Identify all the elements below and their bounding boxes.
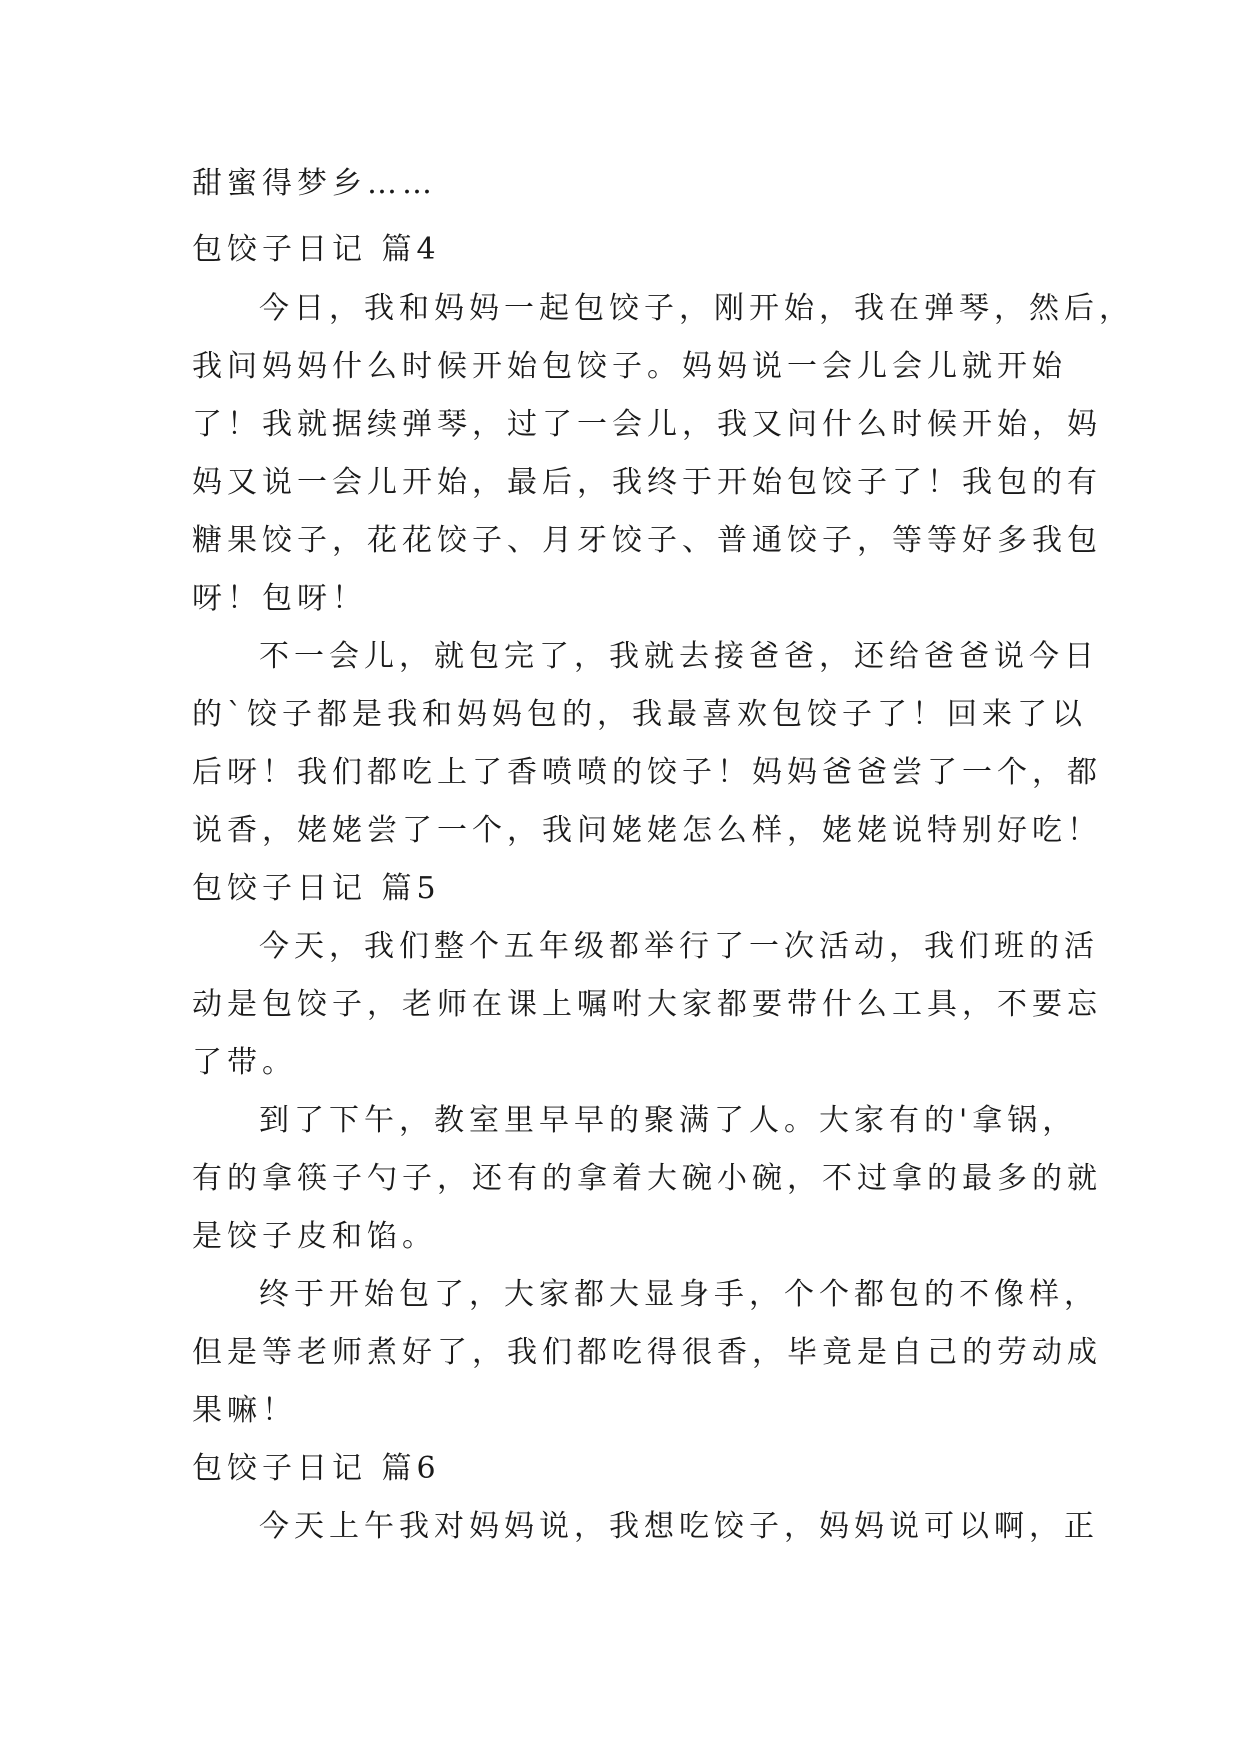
- paragraph-line: 我问妈妈什么时候开始包饺子。妈妈说一会儿会儿就开始: [192, 349, 1067, 384]
- paragraph-line: 但是等老师煮好了，我们都吃得很香，毕竟是自己的劳动成: [192, 1335, 1102, 1370]
- paragraph-line: 妈又说一会儿开始，最后，我终于开始包饺子了！我包的有: [192, 465, 1102, 500]
- paragraph-line: 是饺子皮和馅。: [192, 1219, 437, 1254]
- text-line: 甜蜜得梦乡……: [192, 166, 437, 201]
- paragraph-line: 糖果饺子，花花饺子、月牙饺子、普通饺子，等等好多我包: [192, 523, 1102, 558]
- paragraph-line: 呀！包呀！: [192, 581, 367, 616]
- paragraph-line: 说香，姥姥尝了一个，我问姥姥怎么样，姥姥说特别好吃！: [192, 813, 1102, 848]
- paragraph-line: 了带。: [192, 1045, 297, 1080]
- paragraph-line: 终于开始包了，大家都大显身手，个个都包的不像样，: [259, 1277, 1099, 1312]
- paragraph-line: 的`饺子都是我和妈妈包的，我最喜欢包饺子了！回来了以: [192, 697, 1087, 732]
- paragraph-line: 有的拿筷子勺子，还有的拿着大碗小碗，不过拿的最多的就: [192, 1161, 1102, 1196]
- paragraph-line: 后呀！我们都吃上了香喷喷的饺子！妈妈爸爸尝了一个，都: [192, 755, 1102, 790]
- paragraph-line: 今日，我和妈妈一起包饺子，刚开始，我在弹琴，然后，: [259, 291, 1134, 326]
- section-heading: 包饺子日记 篇6: [192, 1451, 441, 1486]
- paragraph-line: 今天，我们整个五年级都举行了一次活动，我们班的活: [259, 929, 1099, 964]
- paragraph-line: 了！我就据续弹琴，过了一会儿，我又问什么时候开始，妈: [192, 407, 1102, 442]
- paragraph-line: 今天上午我对妈妈说，我想吃饺子，妈妈说可以啊，正: [259, 1509, 1099, 1544]
- section-heading: 包饺子日记 篇5: [192, 871, 441, 906]
- paragraph-line: 不一会儿，就包完了，我就去接爸爸，还给爸爸说今日: [259, 639, 1099, 674]
- paragraph-line: 动是包饺子，老师在课上嘱咐大家都要带什么工具，不要忘: [192, 987, 1102, 1022]
- paragraph-line: 到了下午，教室里早早的聚满了人。大家有的'拿锅，: [259, 1103, 1078, 1138]
- section-heading: 包饺子日记 篇4: [192, 232, 441, 267]
- paragraph-line: 果嘛！: [192, 1393, 297, 1428]
